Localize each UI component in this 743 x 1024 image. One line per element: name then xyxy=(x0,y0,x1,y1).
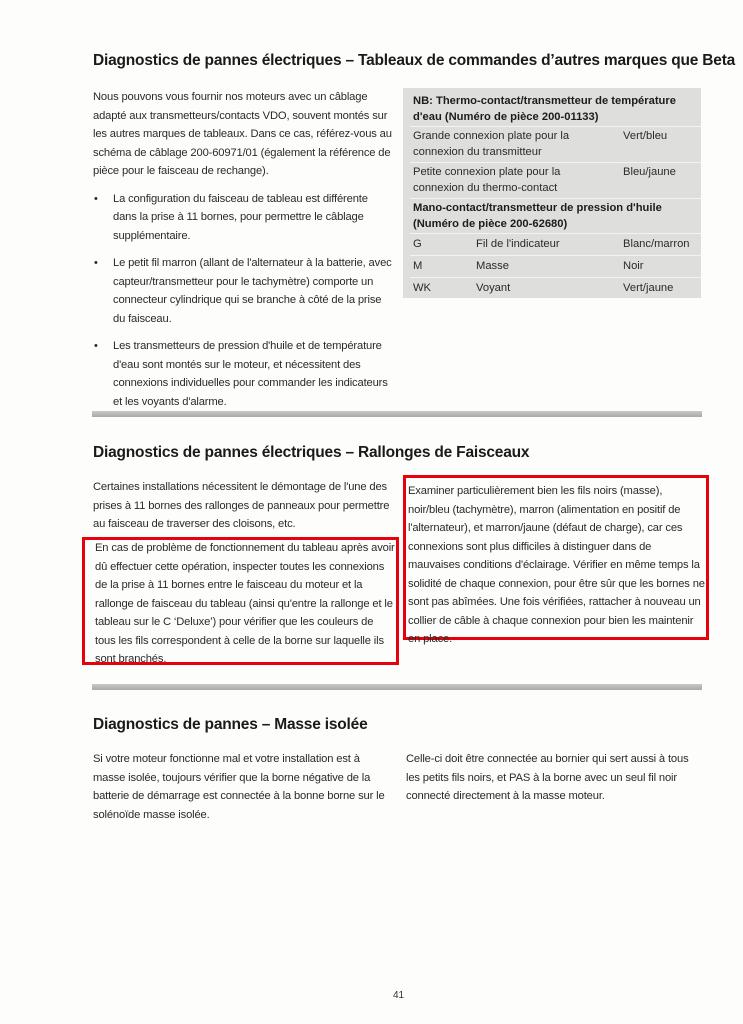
section1-bullet-list xyxy=(93,190,393,412)
highlight-left-text: En cas de problème de fonctionnement du tableau après avoir dû effectuer cette opération, inspecter toutes les connexions de la prise à 11 bornes entre le faisceau du moteur et la rallonge de faisceau du tableau (ainsi qu'entre la rallonge et le tableau sur le C ‘Deluxe’) pour vérifier que les couleurs de tous les fils correspondent à celle de la borne sur laquelle ils sont branchés. xyxy=(95,542,395,665)
mano-row-label: Voyant xyxy=(476,282,511,294)
highlight-box-left xyxy=(82,537,399,665)
mano-row-color: Noir xyxy=(623,260,644,272)
thermo-row-label: Petite connexion plate pour la connexion du thermo-contact xyxy=(413,166,561,194)
mano-title: Mano-contact/transmetteur de pression d'huile (Numéro de pièce 200-62680) xyxy=(413,202,662,230)
thermo-title: NB: Thermo-contact/transmetteur de température d'eau (Numéro de pièce 200-01133) xyxy=(413,95,676,123)
section-title-masse-isolee: Diagnostics de pannes – Masse isolée xyxy=(93,716,368,733)
mano-row-code: G xyxy=(413,238,422,250)
mano-row-code: WK xyxy=(413,282,432,294)
highlight-right-text: Examiner particulièrement bien les fils noirs (masse), noir/bleu (tachymètre), marron (alimentation en positif de l'alternateur), et marron/jaune (défaut de charge), car ces connexions sont plus difficiles à distinguer dans de mauvaises conditions d'éclairage. Vérifier en même temps la solidité de chaque connexion, pour être sûr que les bornes ne sont pas abîmées. Une fois vérifiées, rattacher à nouveau un collier de câble à chaque connexion pour bien les maintenir en place. xyxy=(408,485,705,645)
thermo-row-label: Grande connexion plate pour la connexion du transmitteur xyxy=(413,130,570,158)
section1-column-left xyxy=(93,88,393,411)
info-box-sensors xyxy=(403,88,701,298)
mano-row-color: Vert/jaune xyxy=(623,282,674,294)
bullet-item: • La configuration du faisceau de tableau est différente dans la prise à 11 bornes, pour permettre le câblage supplémentaire. xyxy=(93,190,393,246)
thermo-row-color: Bleu/jaune xyxy=(623,166,676,178)
section-divider xyxy=(92,684,702,690)
mano-row-code: M xyxy=(413,260,423,272)
section-title-rallonges: Diagnostics de pannes électriques – Rallonges de Faisceaux xyxy=(93,444,530,461)
mano-row-color: Blanc/marron xyxy=(623,238,690,250)
page-number: 41 xyxy=(393,990,405,1001)
mano-row-label: Masse xyxy=(476,260,509,272)
thermo-row-color: Vert/bleu xyxy=(623,130,668,142)
section3-left-text: Si votre moteur fonctionne mal et votre installation est à masse isolée, toujours vérifier que la borne négative de la batterie de démarrage est connectée à la bonne borne sur le solénoïde masse isolée. xyxy=(93,753,385,821)
section-divider xyxy=(92,411,702,417)
section3-right-text: Celle-ci doit être connectée au bornier qui sert aussi à tous les petits fils noirs, et PAS à la borne avec un seul fil noir connecté directement à la masse moteur. xyxy=(406,753,689,802)
section1-intro: Nous pouvons vous fournir nos moteurs avec un câblage adapté aux transmetteurs/contacts VDO, souvent montés sur les autres marques de tableaux. Dans ce cas, référez-vous au schéma de câblage 200-60971/01 (également la référence de pièce pour le faisceau de rechange). xyxy=(93,91,392,177)
bullet-item: • Les transmetteurs de pression d'huile et de température d'eau sont montés sur le moteur, et nécessitent des connexions individuelles pour commander les indicateurs et les voyants d'alarme. xyxy=(93,337,393,411)
mano-row-label: Fil de l'indicateur xyxy=(476,238,560,250)
section-title-tableaux: Diagnostics de pannes électriques – Tableaux de commandes d’autres marques que Beta xyxy=(93,52,736,69)
section2-intro: Certaines installations nécessitent le démontage de l'une des prises à 11 bornes des rallonges de panneaux pour permettre au faisceau de traverser des cloisons, etc. xyxy=(93,481,390,530)
bullet-item: • Le petit fil marron (allant de l'alternateur à la batterie, avec capteur/transmetteur pour le tachymètre) comporte un connecteur cylindrique qui se branche à côté de la prise du faisceau. xyxy=(93,254,393,328)
highlight-box-right xyxy=(403,475,709,645)
